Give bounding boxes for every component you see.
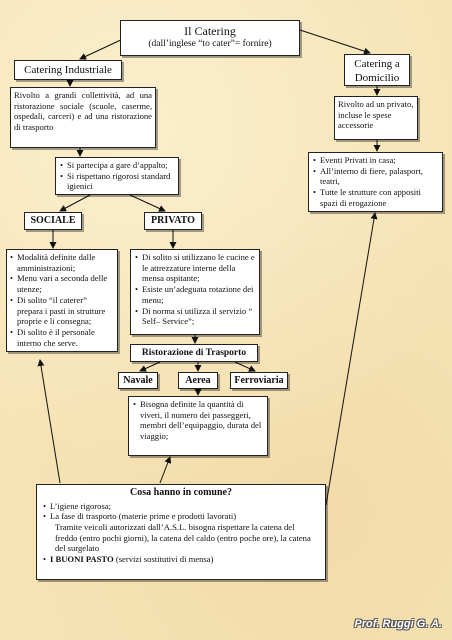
list-item: • Di solito è il personale interno che serve. — [10, 327, 114, 348]
text-industriale-rivolto: Rivolto a grandi collettività, ad una ristorazione sociale (scuole, caserme, ospedali, carceri) e ad una ristorazione di trasporto — [14, 90, 152, 133]
list-item: • Si partecipa a gare d’appalto; — [60, 160, 174, 171]
arrow-common-to-trasporto — [160, 457, 170, 483]
arrow-gare-to-privato — [130, 195, 165, 211]
arrow-trasporto-to-ferroviaria — [235, 362, 255, 371]
list-industriale-gare — [60, 160, 174, 192]
label-domicilio-line1: Catering a — [354, 58, 400, 70]
list-item — [43, 554, 319, 565]
list-item: • Eventi Privati in casa; — [313, 155, 438, 166]
box-cosa-in-comune — [36, 484, 326, 580]
arrow-title-to-industriale — [80, 38, 125, 59]
arrow-title-to-domicilio — [300, 30, 370, 53]
list-item: • Menu vari a seconda delle utenze; — [10, 273, 114, 294]
box-domicilio-rivolto — [334, 96, 418, 140]
title-subtitle: (dall’inglese “to cater”= fornire) — [148, 39, 272, 49]
box-industriale-rivolto — [10, 87, 156, 148]
box-sociale — [6, 249, 118, 352]
arrow-common-to-domicilio — [326, 213, 375, 505]
signature: Prof. Ruggi G. A. — [354, 618, 442, 630]
list-comune — [43, 501, 319, 522]
list-item: • Di solito “il caterer” prepara i pasti in strutture proprie e li consegna; — [10, 295, 114, 327]
label-aerea: Aerea — [178, 372, 218, 389]
label-catering-industriale: Catering Industriale — [14, 60, 122, 80]
list-item: • Bisogna definite la quantità di viveri, il numero dei passeggeri, membri dell’equipaggio, durata del viaggio; — [133, 399, 263, 442]
arrow-gare-to-sociale — [60, 195, 90, 211]
list-trasporto — [133, 399, 263, 442]
text-buoni-pasto-rest: (servizi sostitutivi di mensa) — [113, 554, 214, 565]
list-comune-2 — [43, 554, 319, 565]
list-item: • Di solito si utilizzano le cucine e le attrezzature interne della mensa ospitante; — [135, 252, 255, 284]
arrow-trasporto-to-navale — [140, 362, 160, 371]
box-industriale-gare — [55, 157, 179, 195]
label-ferroviaria: Ferroviaria — [230, 372, 288, 389]
label-navale: Navale — [118, 372, 158, 389]
label-domicilio-line2: Domicilio — [354, 72, 400, 84]
list-item: • Modalità definite dalle amministrazioni; — [10, 252, 114, 273]
label-ristorazione-trasporto: Ristorazione di Trasporto — [130, 344, 258, 362]
list-item: • All’interno di fiere, palasport, teatri, — [313, 166, 438, 187]
box-domicilio-eventi — [308, 152, 443, 212]
title-box — [120, 20, 300, 56]
box-trasporto — [128, 396, 268, 456]
label-sociale: SOCIALE — [24, 212, 82, 230]
heading-cosa-in-comune: Cosa hanno in comune? — [130, 487, 232, 498]
list-sociale — [10, 252, 114, 349]
title-main: Il Catering — [184, 24, 236, 38]
box-privato — [130, 249, 260, 335]
text-buoni-pasto: I BUONI PASTO — [50, 554, 114, 565]
arrow-common-to-sociale — [40, 360, 60, 483]
text-domicilio-rivolto: Rivolto ad un privato, incluse le spese accessorie — [338, 99, 414, 131]
list-privato — [135, 252, 255, 327]
list-item: • Tutte le strutture con appositi spazi di erogazione — [313, 187, 438, 208]
list-item: • Si rispettano rigorosi standard igienici — [60, 171, 174, 192]
list-item: • Di norma si utilizza il servizio “ Self– Service”; — [135, 306, 255, 327]
label-privato: PRIVATO — [144, 212, 202, 230]
list-item: • La fase di trasporto (materie prime e prodotti lavorati) — [43, 511, 319, 522]
list-item: • L’igiene rigorosa; — [43, 501, 319, 512]
list-item: • Esiste un’adeguata rotazione dei menu; — [135, 284, 255, 305]
text-trasporto-detail: Tramite veicoli autorizzati dall’A.S.L. bisogna rispettare la catena del freddo (entro pochi giorni), la catena del caldo (entro poche ore), la catena del surgelato — [55, 521, 311, 554]
label-catering-domicilio — [344, 54, 410, 86]
list-domicilio-eventi — [313, 155, 438, 209]
